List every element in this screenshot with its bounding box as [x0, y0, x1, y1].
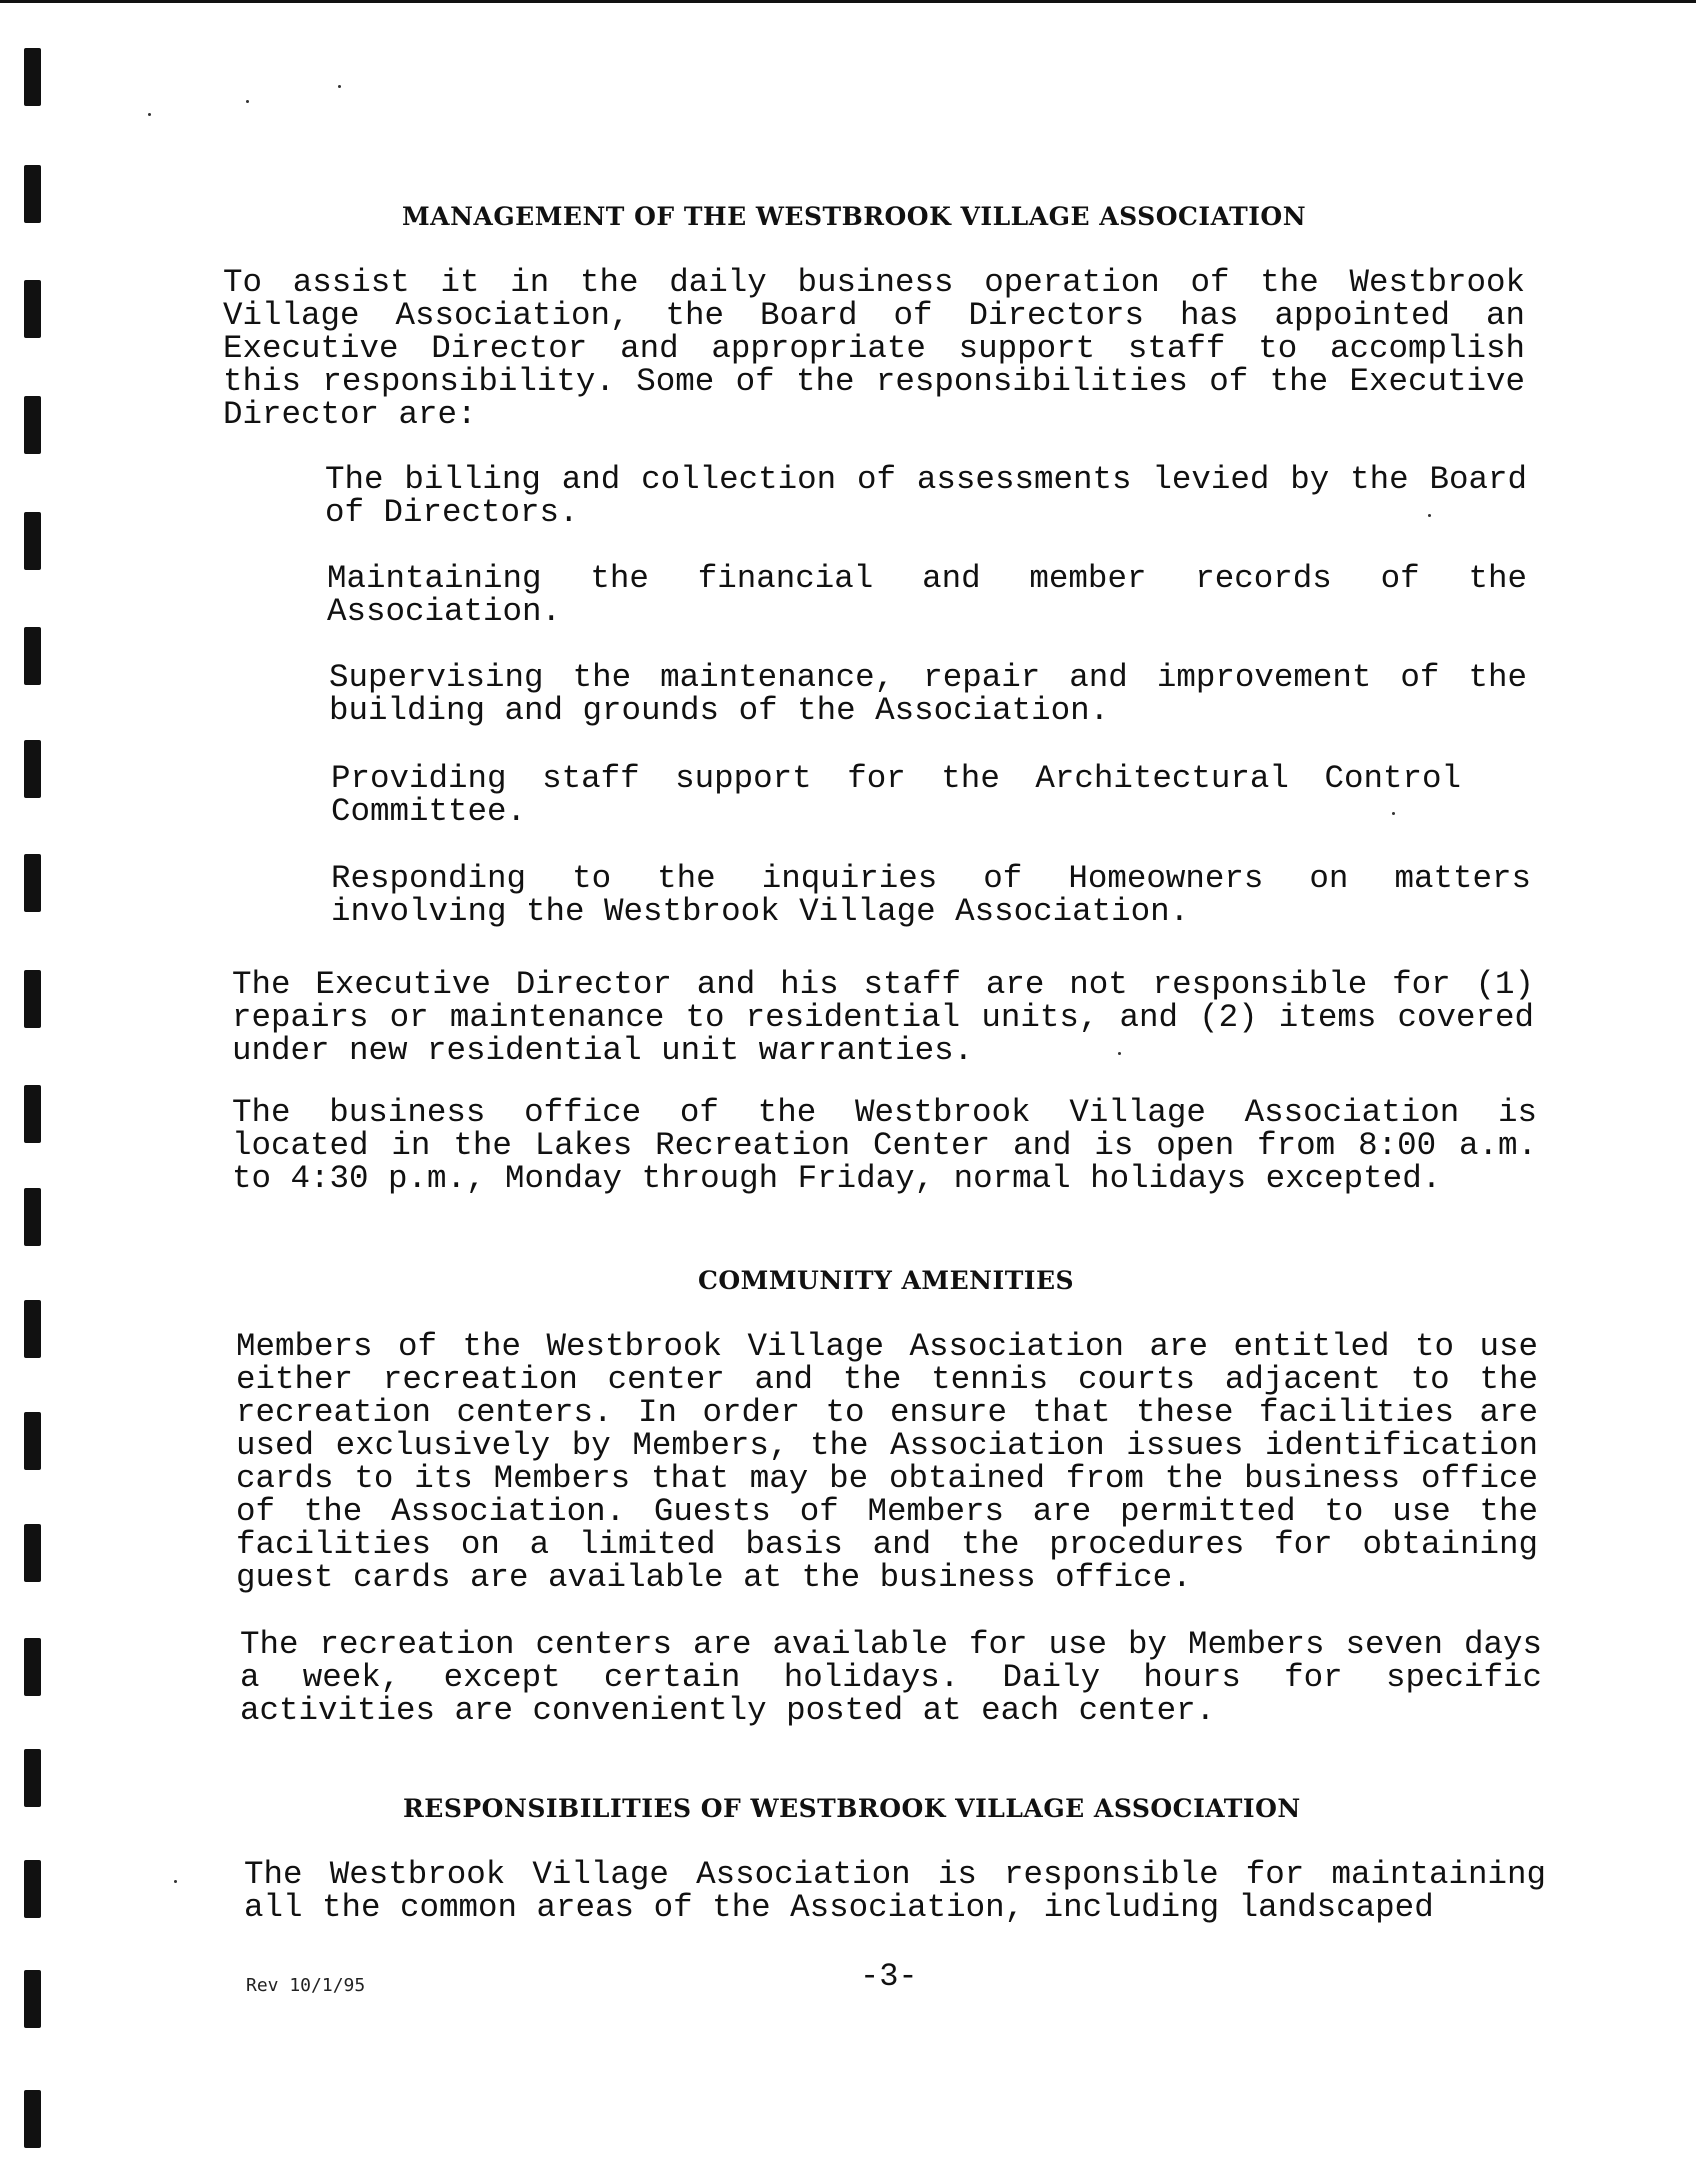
binder-punch-mark [24, 1085, 41, 1143]
not-responsible-paragraph: The Executive Director and his staff are not responsible for (1) repairs or maintenance to residential units, and (2) items covered under new residential unit warranties. [232, 966, 1534, 1069]
amenities-heading: COMMUNITY AMENITIES [698, 1266, 1075, 1295]
association-responsibilities-heading: RESPONSIBILITIES OF WESTBROOK VILLAGE ASSOCIATION [403, 1794, 1301, 1823]
binder-punch-mark [24, 1638, 41, 1696]
binder-punch-mark [24, 627, 41, 685]
binder-punch-mark [24, 512, 41, 570]
scan-speck [174, 1880, 177, 1883]
binder-punch-mark [24, 1860, 41, 1918]
amenities-use-paragraph: Members of the Westbrook Village Association are entitled to use either recreation center and the tennis courts adjacent to the recreation centers. In order to ensure that these facilities are used exclusively by Members, the Association issues identification cards to its Members that may be obtained from the business office of the Association. Guests of Members are permitted to use the facilities on a limited basis and the procedures for obtaining guest cards are available at the business office. [236, 1328, 1538, 1596]
responsibility-item: Providing staff support for the Architectural Control Committee. [331, 760, 1461, 830]
binder-punch-mark [24, 2090, 41, 2148]
binder-punch-mark [24, 854, 41, 912]
responsibility-item: Supervising the maintenance, repair and improvement of the building and grounds of the Association. [329, 659, 1527, 729]
revision-date: Rev 10/1/95 [246, 1975, 366, 1996]
office-hours-paragraph: The business office of the Westbrook Village Association is located in the Lakes Recreation Center and is open from 8:00 a.m. to 4:30 p.m., Monday through Friday, normal holidays excepted. [232, 1094, 1537, 1197]
management-intro-paragraph: To assist it in the daily business operation of the Westbrook Village Association, the Board of Directors has appointed an Executive Director and appropriate support staff to accomplish this responsibility. Some of the responsibilities of the Executive Director are: [223, 264, 1525, 433]
binder-punch-mark [24, 1300, 41, 1358]
binder-punch-mark [24, 165, 41, 223]
top-border-rule [0, 0, 1696, 3]
page-number: -3- [860, 1958, 918, 1995]
responsibility-item: Maintaining the financial and member records of the Association. [327, 560, 1527, 630]
binder-punch-mark [24, 1749, 41, 1807]
association-responsibilities-paragraph: The Westbrook Village Association is responsible for maintaining all the common areas of the Association, including landscaped [244, 1856, 1546, 1926]
binder-punch-mark [24, 280, 41, 338]
scan-speck [338, 85, 341, 88]
responsibility-item: Responding to the inquiries of Homeowners on matters involving the Westbrook Village Association. [331, 860, 1531, 930]
binder-punch-mark [24, 48, 41, 106]
binder-punch-mark [24, 1188, 41, 1246]
scan-speck [246, 100, 249, 103]
binder-punch-mark [24, 970, 41, 1028]
binder-punch-mark [24, 1970, 41, 2028]
amenities-availability-paragraph: The recreation centers are available for use by Members seven days a week, except certain holidays. Daily hours for specific activities are conveniently posted at each center. [240, 1626, 1542, 1729]
binder-punch-mark [24, 1524, 41, 1582]
binder-punch-mark [24, 1412, 41, 1470]
scan-speck [148, 113, 151, 116]
binder-punch-mark [24, 396, 41, 454]
management-heading: MANAGEMENT OF THE WESTBROOK VILLAGE ASSOCIATION [402, 202, 1307, 231]
binder-punch-mark [24, 740, 41, 798]
responsibility-item: The billing and collection of assessments levied by the Board of Directors. [325, 461, 1527, 531]
